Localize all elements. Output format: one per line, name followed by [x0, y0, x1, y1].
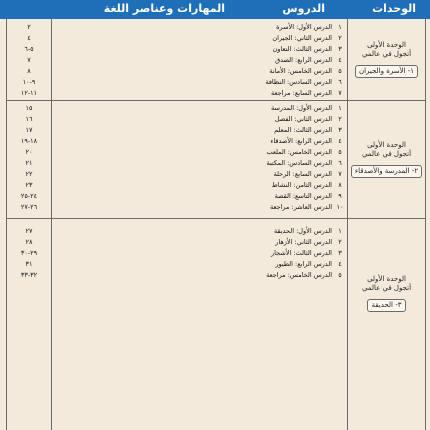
row-num: ٤: [338, 137, 342, 145]
row-lesson: الدرس الخامس: مراجعة: [266, 271, 332, 279]
table-row: [7, 55, 348, 66]
row-page: ٢٢: [25, 170, 33, 178]
row-num: ٨: [338, 181, 342, 189]
row-page: ٢٧: [25, 227, 33, 235]
row-num: ١: [338, 104, 342, 112]
row-num: ٢: [338, 34, 342, 42]
row-lesson: الدرس الأول: الأسرة: [276, 23, 332, 31]
row-num: ١٠: [336, 203, 344, 211]
table-row: [7, 22, 348, 33]
row-lesson: الدرس الخامس: الملعب: [266, 148, 332, 156]
unit-subtitle: أتجول في عالمي: [361, 283, 412, 292]
unit-part: ٢- المدرسة والأصدقاء: [351, 165, 422, 178]
table-row: [7, 226, 348, 237]
row-lesson: الدرس السابع: الرحلة: [273, 170, 332, 178]
row-lesson: الدرس الأول: المدرسة: [271, 104, 332, 112]
row-num: ٣: [338, 126, 342, 134]
row-lesson: الدرس الثالث: الأشجار: [271, 249, 332, 257]
row-page: ٨: [27, 67, 31, 75]
unit-part: ١- الأسرة والجيران: [355, 65, 418, 78]
unit-subtitle: أتجول في عالمي: [361, 50, 412, 58]
unit-part: ٣- الحديقة: [367, 299, 405, 312]
row-num: ١: [338, 227, 342, 235]
unit-cell: [348, 218, 425, 368]
row-num: ٥: [338, 67, 342, 75]
row-page: ٢٨: [25, 238, 33, 246]
unit-title: الوحدة الأولى: [367, 41, 406, 49]
table-row: [7, 180, 348, 191]
row-num: ١: [338, 23, 342, 31]
row-lesson: الدرس التاسع: القصة: [274, 192, 332, 200]
row-num: ٦: [338, 78, 342, 86]
table-header: [0, 0, 430, 19]
unit-title: الوحدة الأولى: [367, 140, 406, 149]
table-row: [7, 169, 348, 180]
table-row: [7, 114, 348, 125]
row-page: ٣٢-٣٣: [20, 271, 38, 279]
row-page: ٣١: [25, 260, 33, 268]
header-units: الوحدات: [372, 2, 416, 15]
table-row: [7, 44, 348, 55]
row-page: ٢٠: [25, 148, 33, 156]
contents-table: [6, 19, 426, 430]
row-page: ٢٦-٢٧: [20, 203, 38, 211]
table-row: [7, 248, 348, 259]
row-num: ٤: [338, 260, 342, 268]
section-1: [7, 19, 425, 101]
table-row: [7, 202, 348, 213]
row-num: ٢: [338, 238, 342, 246]
row-lesson: الدرس الثاني: الفصل: [274, 115, 332, 123]
row-page: ١١-١٢: [20, 89, 38, 97]
row-lesson: الدرس الأول: الحديقة: [274, 227, 332, 235]
row-num: ٧: [338, 170, 342, 178]
table-row: [7, 270, 348, 281]
row-num: ٣: [338, 249, 342, 257]
row-lesson: الدرس الثالث: المعلم: [274, 126, 332, 134]
row-lesson: الدرس السادس: المكتبة: [266, 159, 332, 167]
section-3: [7, 218, 425, 430]
row-page: ٥-٦: [24, 45, 34, 53]
row-lesson: الدرس الرابع: الطيور: [275, 260, 332, 268]
row-page: ١٥: [25, 104, 33, 112]
row-page: ٤: [27, 34, 31, 42]
row-lesson: الدرس الثالث: التعاون: [272, 45, 332, 53]
row-num: ٩: [338, 192, 342, 200]
row-lesson: الدرس السابع: مراجعة: [271, 89, 332, 97]
row-page: ٢: [27, 23, 31, 31]
row-page: ٢٣: [25, 181, 33, 189]
row-page: ٩-١٠: [22, 78, 36, 86]
section-2: [7, 100, 425, 219]
unit-subtitle: أتجول في عالمي: [361, 149, 412, 158]
row-num: ٢: [338, 115, 342, 123]
row-page: ٧: [27, 56, 31, 64]
row-num: ٧: [338, 89, 342, 97]
row-lesson: الدرس الثاني: الأزهار: [275, 238, 332, 246]
table-row: [7, 147, 348, 158]
row-page: ٢٤-٢٥: [20, 192, 38, 200]
table-row: [7, 103, 348, 114]
unit-cell: [348, 100, 425, 218]
table-row: [7, 259, 348, 270]
table-row: [7, 125, 348, 136]
row-lesson: الدرس العاشر: مراجعة: [269, 203, 332, 211]
row-page: ١٦: [25, 115, 33, 123]
row-page: ٢١: [25, 159, 33, 167]
row-lesson: الدرس السادس: النظافة: [265, 78, 332, 86]
unit-title: الوحدة الأولى: [367, 274, 406, 283]
row-lesson: الدرس الرابع: الأصدقاء: [270, 137, 332, 145]
row-lesson: الدرس الرابع: الصدق: [275, 56, 332, 64]
row-num: ٥: [338, 148, 342, 156]
header-lessons: الدروس: [282, 2, 325, 15]
row-lesson: الدرس الخامس: الأمانة: [269, 67, 332, 75]
table-row: [7, 191, 348, 202]
table-row: [7, 33, 348, 44]
row-num: ٦: [338, 159, 342, 167]
row-page: ٢٩-٣٠: [20, 249, 38, 257]
header-skills: المهارات وعناصر اللغة: [103, 2, 225, 15]
row-num: ٥: [338, 271, 342, 279]
row-page: ١٨-١٩: [20, 137, 38, 145]
table-row: [7, 66, 348, 77]
row-num: ٤: [338, 56, 342, 64]
row-num: ٣: [338, 45, 342, 53]
unit-cell: [348, 19, 425, 100]
table-row: [7, 136, 348, 147]
row-page: ١٧: [25, 126, 33, 134]
table-row: [7, 88, 348, 99]
row-lesson: الدرس الثامن: النشاط: [271, 181, 332, 189]
table-row: [7, 158, 348, 169]
table-row: [7, 77, 348, 88]
table-row: [7, 237, 348, 248]
row-lesson: الدرس الثاني: الجيران: [272, 34, 332, 42]
